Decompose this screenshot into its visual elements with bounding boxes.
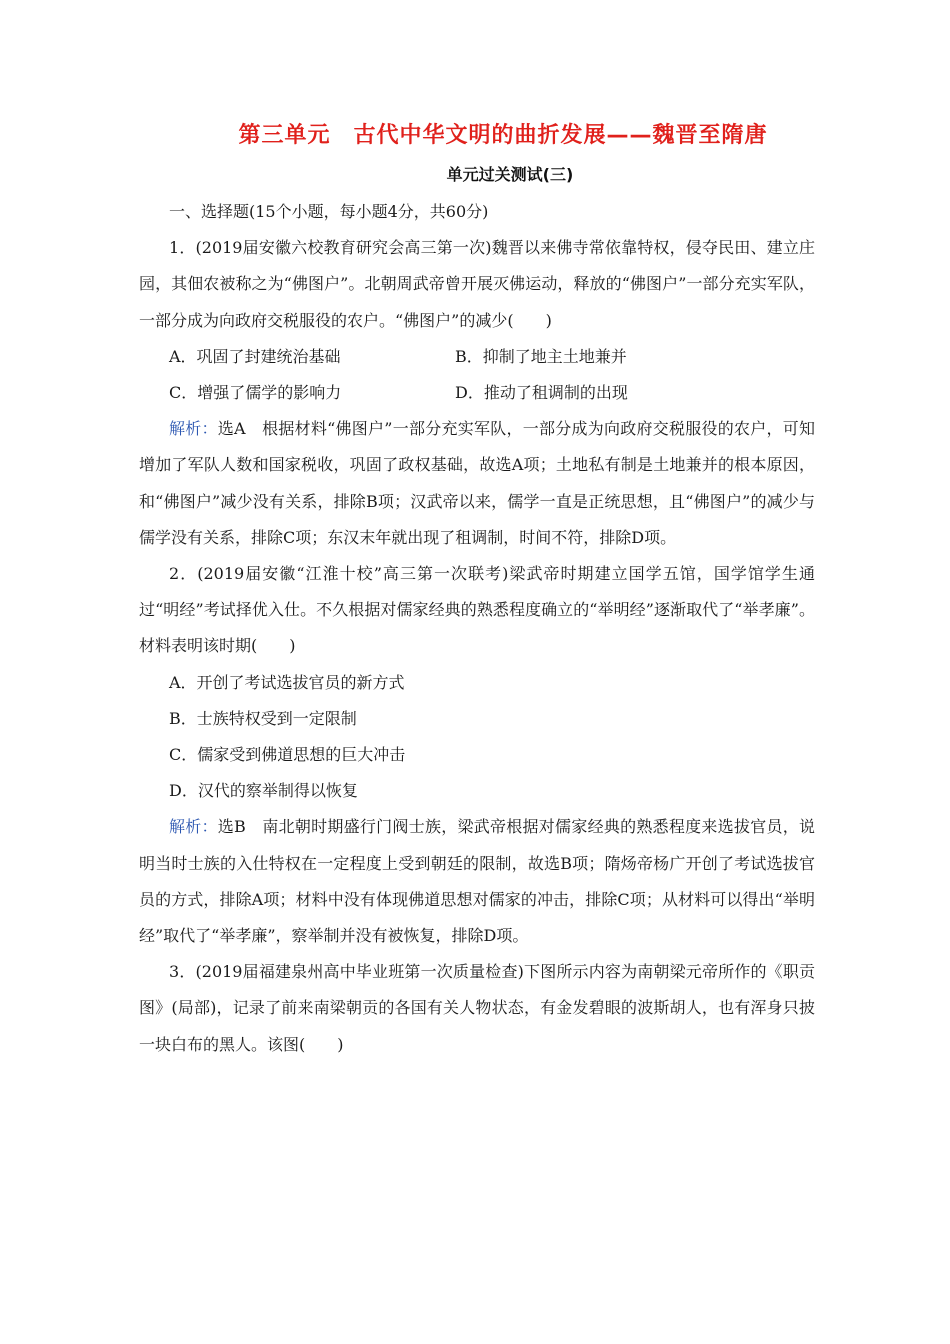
option-b: B．士族特权受到一定限制 xyxy=(169,708,357,728)
option-c: C．儒家受到佛道思想的巨大冲击 xyxy=(169,745,406,765)
option-d: D．推动了租调制的出现 xyxy=(455,383,628,403)
analysis-label: 解析： xyxy=(169,419,218,439)
unit-title: 第三单元 古代中华文明的曲折发展——魏晋至隋唐 xyxy=(238,123,768,148)
analysis-label: 解析： xyxy=(169,817,218,837)
test-subtitle: 单元过关测试(三) xyxy=(446,165,574,184)
analysis-text: 选B 南北朝时期盛行门阀士族，梁武帝根据对儒家经典的熟悉程度来选拔官员，说明当时士族的入仕特权在一定程度上受到朝廷的限制，故选B项；隋炀帝杨广开创了考试选拔官员的方式，排除A项；材料中没有体现佛道思想对儒家的冲击，排除C项；从材料可以得出“举明经”取代了“举孝廉”，察举制并没有被恢复，排除D项。 xyxy=(139,817,815,946)
analysis-text: 选A 根据材料“佛图户”一部分充实军队，一部分成为向政府交税服役的农户，可知增加了军队人数和国家税收，巩固了政权基础，故选A项；土地私有制是土地兼并的根本原因，和“佛图户”减少没有关系，排除B项；汉武帝以来，儒学一直是正统思想，且“佛图户”的减少与儒学没有关系，排除C项；东汉末年就出现了租调制，时间不符，排除D项。 xyxy=(139,419,815,547)
option-d: D．汉代的察举制得以恢复 xyxy=(169,781,358,801)
question-stem: 2．(2019届安徽“江淮十校”高三第一次联考)梁武帝时期建立国学五馆，国学馆学生通过“明经”考试择优入仕。不久根据对儒家经典的熟悉程度确立的“举明经”逐渐取代了“举孝廉”。材料表明该时期( ) xyxy=(139,564,815,656)
option-row xyxy=(139,375,815,411)
section-heading: 一、选择题(15个小题，每小题4分，共60分) xyxy=(169,202,489,221)
option-row xyxy=(139,339,815,375)
question-stem: 3．(2019届福建泉州高中毕业班第一次质量检查)下图所示内容为南朝梁元帝所作的《职贡图》(局部)，记录了前来南梁朝贡的各国有关人物状态，有金发碧眼的波斯胡人，也有浑身只披一块白布的黑人。该图( ) xyxy=(139,962,815,1054)
document-body xyxy=(139,194,815,1063)
option-a: A．巩固了封建统治基础 xyxy=(169,346,341,366)
option-b: B．抑制了地主土地兼并 xyxy=(455,346,627,366)
analysis xyxy=(139,411,815,556)
option-c: C．增强了儒学的影响力 xyxy=(169,383,342,403)
option-a: A．开创了考试选拔官员的新方式 xyxy=(169,672,405,692)
question-stem: 1．(2019届安徽六校教育研究会高三第一次)魏晋以来佛寺常依靠特权，侵夺民田、建立庄园，其佃农被称之为“佛图户”。北朝周武帝曾开展灭佛运动，释放的“佛图户”一部分充实军队，一部分成为向政府交税服役的农户。“佛图户”的减少( ) xyxy=(139,238,815,330)
analysis xyxy=(139,809,815,954)
